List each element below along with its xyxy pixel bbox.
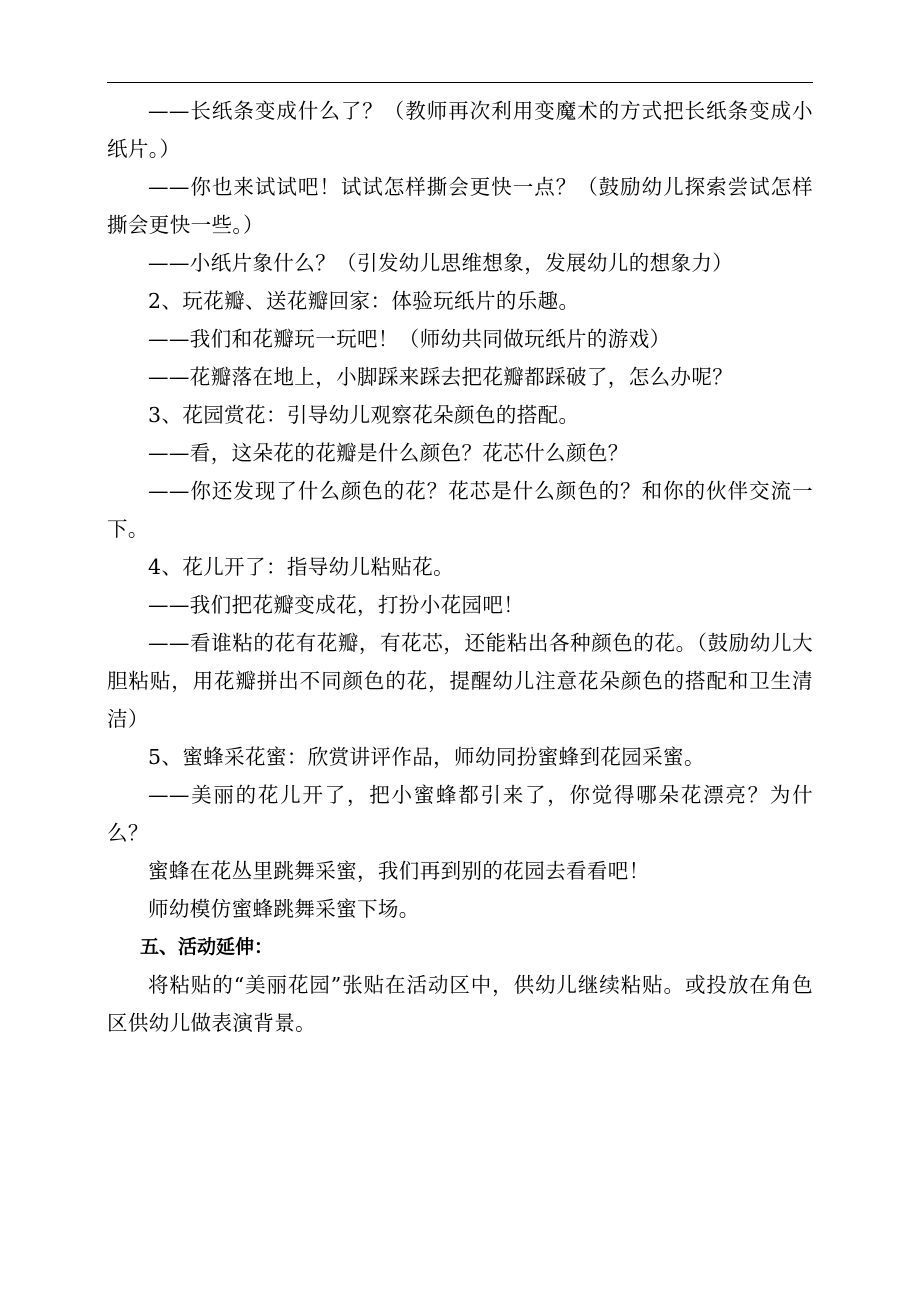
step-heading: 3、花园赏花：引导幼儿观察花朵颜色的搭配。 <box>148 403 580 427</box>
step-heading: 2、玩花瓣、送花瓣回家：体验玩纸片的乐趣。 <box>148 289 580 313</box>
paragraph: ——长纸条变成什么了？（教师再次利用变魔术的方式把长纸条变成小纸片。） <box>107 99 813 161</box>
paragraph: 将粘贴的“美丽花园”张贴在活动区中，供幼儿继续粘贴。或投放在角色区供幼儿做表演背景。 <box>107 973 813 1035</box>
paragraph: ——小纸片象什么？（引发幼儿思维想象，发展幼儿的想象力） <box>148 251 734 275</box>
paragraph: ——花瓣落在地上，小脚踩来踩去把花瓣都踩破了，怎么办呢？ <box>148 365 734 389</box>
section-heading: 五、活动延伸： <box>140 936 274 958</box>
paragraph: ——美丽的花儿开了，把小蜜蜂都引来了，你觉得哪朵花漂亮？为什么？ <box>107 783 813 845</box>
document-body <box>107 92 813 1042</box>
paragraph: ——我们把花瓣变成花，打扮小花园吧！ <box>148 593 525 617</box>
paragraph: 师幼模仿蜜蜂跳舞采蜜下场。 <box>148 897 420 921</box>
paragraph: ——我们和花瓣玩一玩吧！（师幼共同做玩纸片的游戏） <box>148 327 671 351</box>
paragraph: ——看，这朵花的花瓣是什么颜色？花芯什么颜色？ <box>148 441 629 465</box>
paragraph: 蜜蜂在花丛里跳舞采蜜，我们再到别的花园去看看吧！ <box>148 859 650 883</box>
header-rule <box>107 82 813 83</box>
step-heading: 5、蜜蜂采花蜜：欣赏讲评作品，师幼同扮蜜蜂到花园采蜜。 <box>148 745 705 769</box>
paragraph: ——看谁粘的花有花瓣，有花芯，还能粘出各种颜色的花。（鼓励幼儿大胆粘贴，用花瓣拼出不同颜色的花，提醒幼儿注意花朵颜色的搭配和卫生清洁） <box>107 631 813 731</box>
paragraph: ——你也来试试吧！试试怎样撕会更快一点？（鼓励幼儿探索尝试怎样撕会更快一些。） <box>107 175 813 237</box>
paragraph: ——你还发现了什么颜色的花？花芯是什么颜色的？和你的伙伴交流一下。 <box>107 479 813 541</box>
step-heading: 4、花儿开了：指导幼儿粘贴花。 <box>148 555 455 579</box>
